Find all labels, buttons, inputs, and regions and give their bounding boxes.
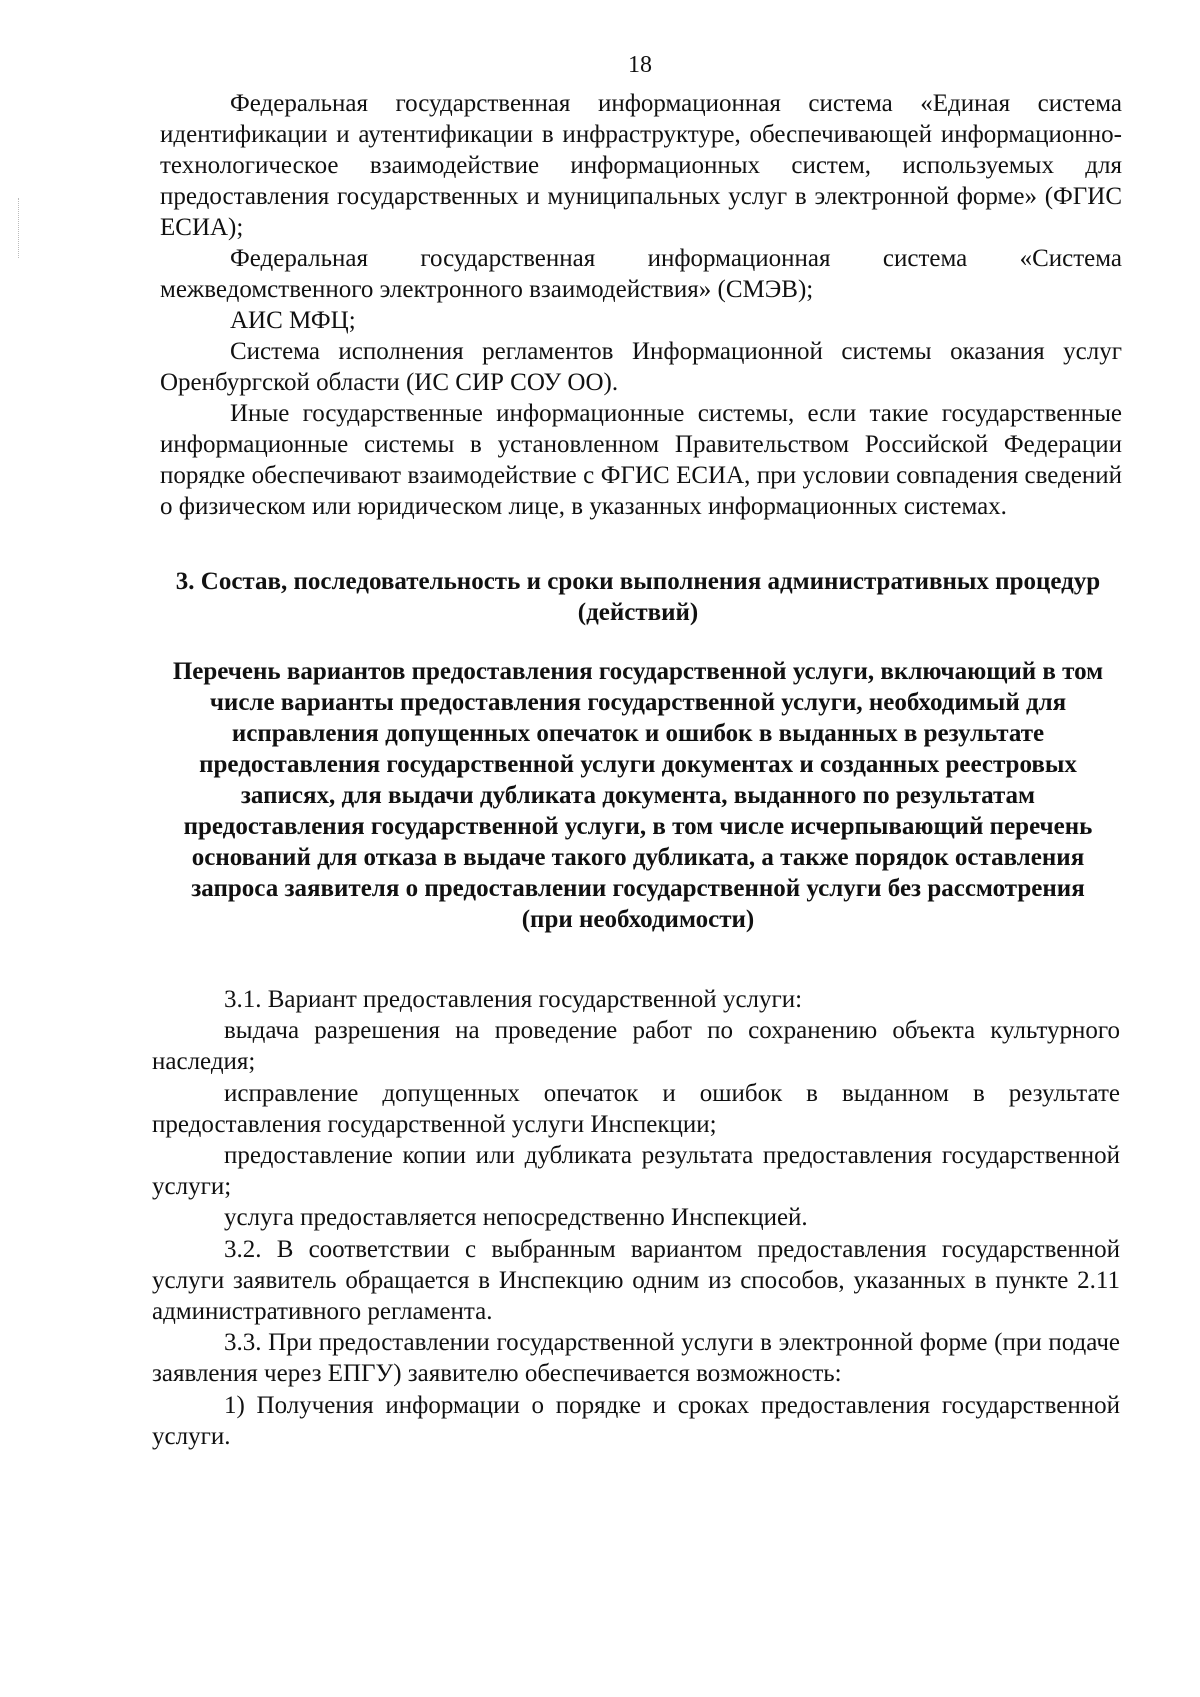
system-item-smev: Федеральная государственная информационная система «Система межведомственного электронного взаимодействия» (СМЭВ); [160, 245, 1122, 303]
variant-permit: выдача разрешения на проведение работ по сохранению объекта культурного наследия; [152, 1017, 1120, 1076]
page-number: 18 [628, 52, 652, 78]
system-item-other: Иные государственные информационные системы, если такие государственные информационные системы в установленном Правительством Российской Федерации порядке обеспечивают взаимодействие с ФГИС ЕСИА, при условии совпадения сведений о физическом или юридическом лице, в указанных информационных системах. [160, 400, 1122, 520]
variant-duplicate: предоставление копии или дубликата результата предоставления государственной услуги; [152, 1142, 1120, 1201]
variant-provider: услуга предоставляется непосредственно Инспекцией. [224, 1204, 808, 1232]
paragraph-3-1: 3.1. Вариант предоставления государственной услуги: [224, 986, 803, 1013]
paragraph-3-3-item-1: 1) Получения информации о порядке и сроках предоставления государственной услуги. [152, 1391, 1120, 1450]
variant-correction: исправление допущенных опечаток и ошибок в выданном в результате предоставления государственной услуги Инспекции; [152, 1079, 1120, 1138]
scan-margin-marks [18, 198, 21, 258]
subsection-heading: Перечень вариантов предоставления государственной услуги, включающий в том числе варианты предоставления государственной услуги, необходимый для исправления допущенных опечаток и ошибок в выданных в результате предоставления государственной услуги документах и созданных реестровых записях, для выдачи дубликата документа, выданного по результатам предоставления государственной услуги, в том числе исчерпывающий перечень оснований для отказа в выдаче такого дубликата, а также порядок оставления запроса заявителя о предоставлении государственной услуги без рассмотрения (при необходимости) [172, 658, 1104, 933]
information-systems-list [160, 88, 1122, 522]
system-item-is-sir-sou: Система исполнения регламентов Информационной системы оказания услуг Оренбургской области (ИС СИР СОУ ОО). [160, 338, 1122, 396]
paragraph-3-2: 3.2. В соответствии с выбранным вариантом предоставления государственной услуги заявитель обращается в Инспекцию одним из способов, указанных в пункте 2.11 административного регламента. [152, 1235, 1120, 1326]
system-item-ais-mfc: АИС МФЦ; [230, 307, 356, 334]
system-item-esia: Федеральная государственная информационная система «Единая система идентификации и аутентификации в инфраструктуре, обеспечивающей информационно-технологическое взаимодействие информационных систем, используемых для предоставления государственных и муниципальных услуг в электронной форме» (ФГИС ЕСИА); [160, 90, 1122, 241]
section-heading: 3. Состав, последовательность и сроки выполнения административных процедур (действий) [175, 568, 1101, 626]
service-variants-body [152, 984, 1120, 1452]
paragraph-3-3: 3.3. При предоставлении государственной услуги в электронной форме (при подаче заявления через ЕПГУ) заявителю обеспечивается возможность: [152, 1329, 1120, 1388]
